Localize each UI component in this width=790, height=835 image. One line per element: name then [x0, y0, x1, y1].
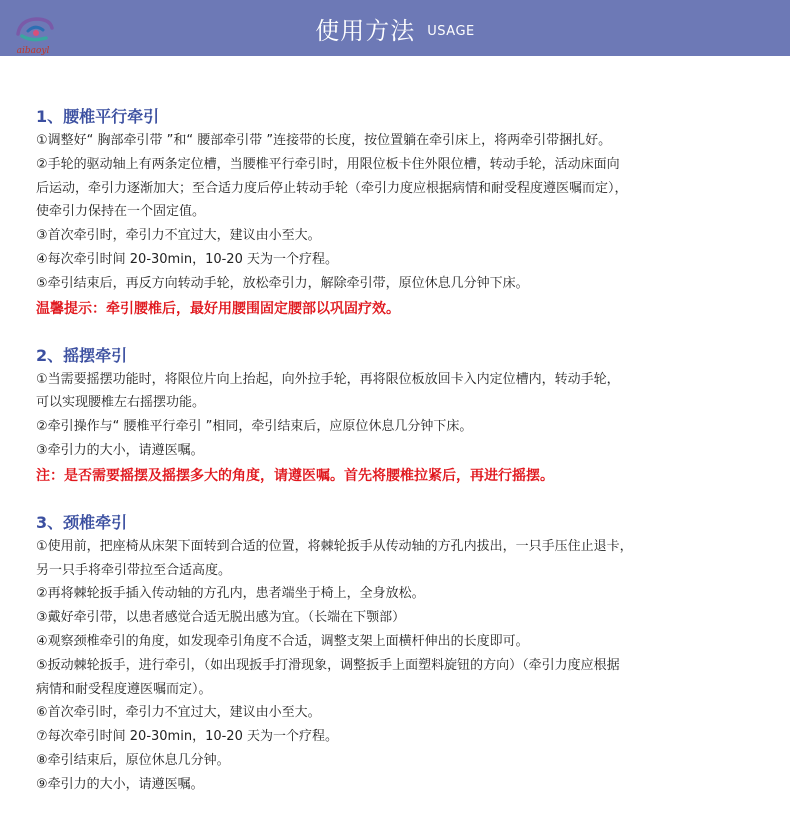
instruction-line: ⑧牵引结束后，原位休息几分钟。: [36, 752, 230, 768]
instruction-line: ④每次牵引时间 20-30min，10-20 天为一个疗程。: [36, 251, 338, 267]
brand-logo: [10, 14, 60, 58]
warning-note: 注：是否需要摇摆及摇摆多大的角度，请遵医嘱。首先将腰椎拉紧后，再进行摇摆。: [36, 467, 554, 484]
instruction-line: ⑦每次牵引时间 20-30min，10-20 天为一个疗程。: [36, 729, 338, 745]
instruction-line: ⑨牵引力的大小，请遵医嘱。: [36, 776, 204, 792]
instruction-line: ①使用前，把座椅从床架下面转到合适的位置，将棘轮扳手从传动轴的方孔内拔出，一只手压住止退卡，: [36, 538, 633, 554]
usage-content: [36, 105, 776, 819]
instruction-line: ③首次牵引时，牵引力不宜过大，建议由小至大。: [36, 228, 321, 244]
instruction-line: ④观察颈椎牵引的角度，如发现牵引角度不合适，调整支架上面横杆伸出的长度即可。: [36, 633, 529, 649]
section-title: 2、摇摆牵引: [36, 345, 128, 365]
section-title: 1、腰椎平行牵引: [36, 107, 160, 126]
section-swing-traction: [36, 344, 776, 489]
instruction-line: ②再将棘轮扳手插入传动轴的方孔内，患者端坐于椅上，全身放松。: [36, 586, 425, 602]
instruction-line: ③戴好牵引带，以患者感觉合适无脱出感为宜。（长端在下颚部）: [36, 610, 406, 626]
instruction-line: 另一只手将牵引带拉至合适高度。: [36, 562, 232, 578]
section-cervical-traction: [36, 511, 776, 797]
instruction-line: 可以实现腰椎左右摇摆功能。: [36, 395, 206, 411]
page-title: 使用方法: [315, 16, 416, 45]
instruction-line: 后运动，牵引力逐渐加大；至合适力度后停止转动手轮（牵引力度应根据病情和耐受程度遵医嘱而定），: [36, 180, 628, 196]
instruction-line: ⑥首次牵引时，牵引力不宜过大，建议由小至大。: [36, 705, 321, 721]
section-lumbar-parallel: [36, 105, 776, 322]
brand-logo-icon: [12, 14, 58, 46]
instruction-line: ②牵引操作与“ 腰椎平行牵引 ”相同，牵引结束后，应原位休息几分钟下床。: [36, 419, 473, 435]
instruction-line: ⑤牵引结束后，再反方向转动手轮，放松牵引力，解除牵引带，原位休息几分钟下床。: [36, 275, 529, 291]
brand-logo-text: aibaoyl: [16, 46, 50, 56]
instruction-line: ③牵引力的大小，请遵医嘱。: [36, 442, 204, 458]
instruction-line: ②手轮的驱动轴上有两条定位槽，当腰椎平行牵引时，用限位板卡住外限位槽，转动手轮，活动床面向: [36, 156, 620, 172]
instruction-line: ①当需要摇摆功能时，将限位片向上抬起，向外拉手轮，再将限位板放回卡入内定位槽内，转动手轮，: [36, 371, 620, 387]
instruction-line: ⑤扳动棘轮扳手，进行牵引，（如出现扳手打滑现象，调整扳手上面塑料旋钮的方向）（牵引力度应根据: [36, 657, 620, 673]
warning-note: 温馨提示：牵引腰椎后，最好用腰围固定腰部以巩固疗效。: [36, 300, 400, 317]
section-title: 3、颈椎牵引: [36, 512, 128, 532]
instruction-line: 使牵引力保持在一个固定值。: [36, 204, 206, 220]
page-header: [0, 0, 790, 56]
instruction-line: 病情和耐受程度遵医嘱而定）。: [36, 681, 212, 697]
instruction-line: ①调整好“ 胸部牵引带 ”和“ 腰部牵引带 ”连接带的长度，按位置躺在牵引床上，将两牵引带捆扎好。: [36, 133, 612, 148]
page-subtitle: USAGE: [427, 23, 475, 39]
